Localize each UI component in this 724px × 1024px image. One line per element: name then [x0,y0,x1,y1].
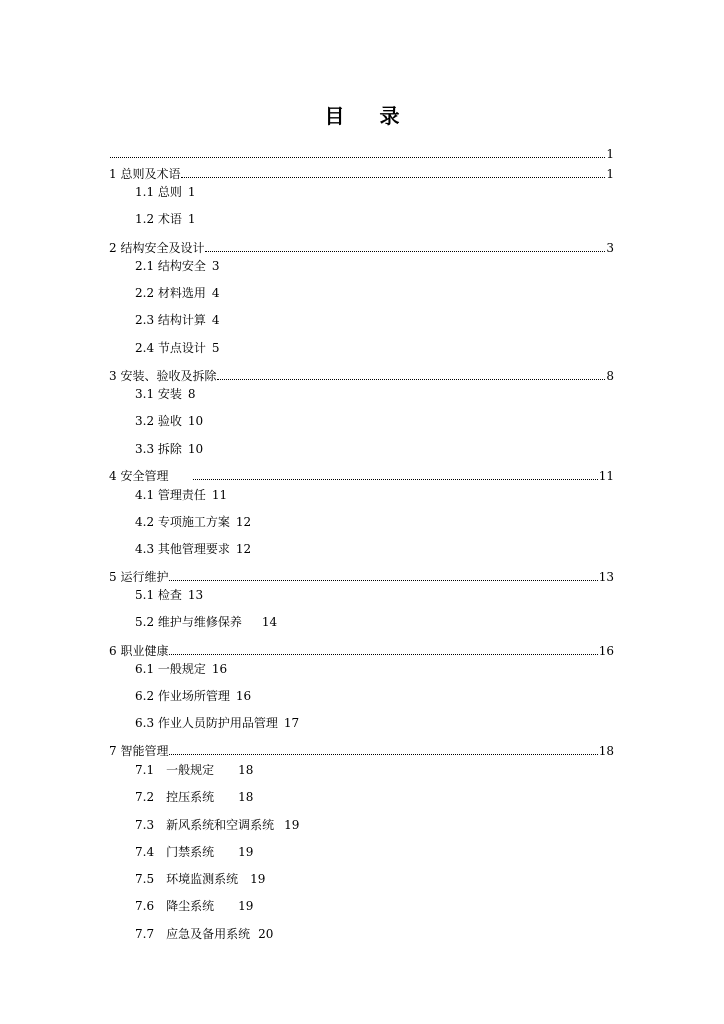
toc-entry-label: 7.1 一般规定 [135,763,215,777]
toc-entry-page: 3 [606,241,614,255]
toc-entry-page: 14 [261,615,278,629]
toc-entry-label: 1.1 总则 [135,185,182,199]
toc-entry-page: 13 [598,570,614,584]
toc-entry-page: 18 [238,790,254,804]
toc-entry-page: 16 [598,644,614,658]
toc-entry-label: 7.7 应急及备用系统 [135,927,251,941]
toc-entry-chapter-2[interactable] [109,240,614,256]
toc-entry-page: 20 [258,927,274,941]
dot-leader [169,580,597,581]
toc-entry-label: 6.2 作业场所管理 [135,689,230,703]
toc-entry-chapter-7[interactable] [109,743,614,759]
toc-entry-label: 7.4 门禁系统 [135,845,215,859]
toc-entry-label: 2.1 结构安全 [135,259,206,273]
toc-entry-chapter-6[interactable] [109,643,614,659]
toc-entry-7-5[interactable] [135,871,265,887]
toc-entry-2-2[interactable] [135,285,220,301]
toc-entry-chapter-1[interactable] [109,166,614,182]
toc-entry-chapter-5[interactable] [109,569,614,585]
toc-entry-page: 16 [211,662,228,676]
toc-entry-page: 1 [606,147,614,161]
toc-entry-6-1[interactable] [135,661,227,677]
toc-entry-7-6[interactable] [135,898,253,914]
toc-entry-label: 6 职业健康 [109,644,169,658]
toc-entry-label: 5.1 检查 [135,588,182,602]
toc-entry-page: 19 [284,818,300,832]
toc-entry-page: 10 [187,414,204,428]
toc-entry-label: 1.2 术语 [135,212,182,226]
toc-entry-page: 1 [187,185,196,199]
toc-entry-page: 12 [235,542,252,556]
toc-entry-chapter-3[interactable] [109,368,614,384]
toc-entry-page: 3 [211,259,220,273]
toc-entry-7-1[interactable] [135,762,253,778]
toc-entry-3-1[interactable] [135,386,196,402]
toc-entry-unnamed[interactable] [109,146,614,162]
dot-leader [110,157,605,158]
toc-entry-label: 1 总则及术语 [109,167,181,181]
toc-entry-label: 3.3 拆除 [135,442,182,456]
toc-entry-page: 10 [187,442,204,456]
dot-leader [205,251,605,252]
toc-entry-page: 19 [238,845,254,859]
toc-entry-label: 5.2 维护与维修保养 [135,615,242,629]
toc-entry-chapter-4[interactable] [109,468,614,484]
toc-entry-page: 18 [238,763,254,777]
toc-entry-page: 13 [187,588,204,602]
dot-leader [169,654,597,655]
toc-entry-label: 2.3 结构计算 [135,313,206,327]
toc-entry-label: 4.2 专项施工方案 [135,515,230,529]
toc-entry-7-4[interactable] [135,844,253,860]
toc-entry-label: 4 安全管理 [109,469,169,483]
toc-entry-2-1[interactable] [135,258,220,274]
toc-entry-7-3[interactable] [135,817,299,833]
toc-entry-2-3[interactable] [135,312,220,328]
toc-entry-label: 7.5 环境监测系统 [135,872,239,886]
toc-entry-3-2[interactable] [135,413,203,429]
toc-entry-label: 7.2 控压系统 [135,790,215,804]
toc-entry-5-2[interactable] [135,614,277,630]
toc-entry-label: 2.2 材料选用 [135,286,206,300]
dot-leader [193,479,597,480]
toc-title: 目 录 [324,104,414,128]
toc-entry-page: 17 [283,716,300,730]
toc-entry-4-1[interactable] [135,487,227,503]
toc-entry-3-3[interactable] [135,441,203,457]
toc-entry-4-3[interactable] [135,541,251,557]
toc-entry-label: 5 运行维护 [109,570,169,584]
toc-entry-4-2[interactable] [135,514,251,530]
toc-entry-page: 5 [211,341,220,355]
dot-leader [217,379,605,380]
dot-leader [181,177,605,178]
toc-entry-page: 8 [606,369,614,383]
toc-entry-7-2[interactable] [135,789,253,805]
toc-entry-label: 7.3 新风系统和空调系统 [135,818,275,832]
toc-entry-label: 3 安装、验收及拆除 [109,369,217,383]
toc-entry-5-1[interactable] [135,587,203,603]
toc-entry-6-2[interactable] [135,688,251,704]
toc-entry-label: 2.4 节点设计 [135,341,206,355]
toc-entry-page: 8 [187,387,196,401]
toc-entry-page: 19 [238,899,254,913]
toc-entry-7-7[interactable] [135,926,273,942]
toc-entry-page: 16 [235,689,252,703]
toc-entry-label: 7 智能管理 [109,744,169,758]
toc-entry-label: 4.1 管理责任 [135,488,206,502]
toc-entry-page: 4 [211,286,220,300]
toc-entry-page: 4 [211,313,220,327]
toc-entry-1-2[interactable] [135,211,196,227]
toc-entry-page: 12 [235,515,252,529]
toc-entry-label: 6.1 一般规定 [135,662,206,676]
toc-entry-2-4[interactable] [135,340,220,356]
toc-entry-label: 4.3 其他管理要求 [135,542,230,556]
toc-entry-label: 2 结构安全及设计 [109,241,205,255]
toc-entry-page: 11 [211,488,228,502]
dot-leader [169,754,597,755]
toc-entry-page: 18 [598,744,614,758]
toc-entry-label: 3.1 安装 [135,387,182,401]
toc-entry-page: 19 [250,872,266,886]
toc-entry-label: 6.3 作业人员防护用品管理 [135,716,278,730]
toc-entry-page: 1 [187,212,196,226]
toc-entry-1-1[interactable] [135,184,196,200]
toc-entry-page: 1 [606,167,614,181]
toc-entry-page: 11 [598,469,614,483]
toc-entry-label: 3.2 验收 [135,414,182,428]
toc-entry-6-3[interactable] [135,715,299,731]
toc-entry-label: 7.6 降尘系统 [135,899,215,913]
